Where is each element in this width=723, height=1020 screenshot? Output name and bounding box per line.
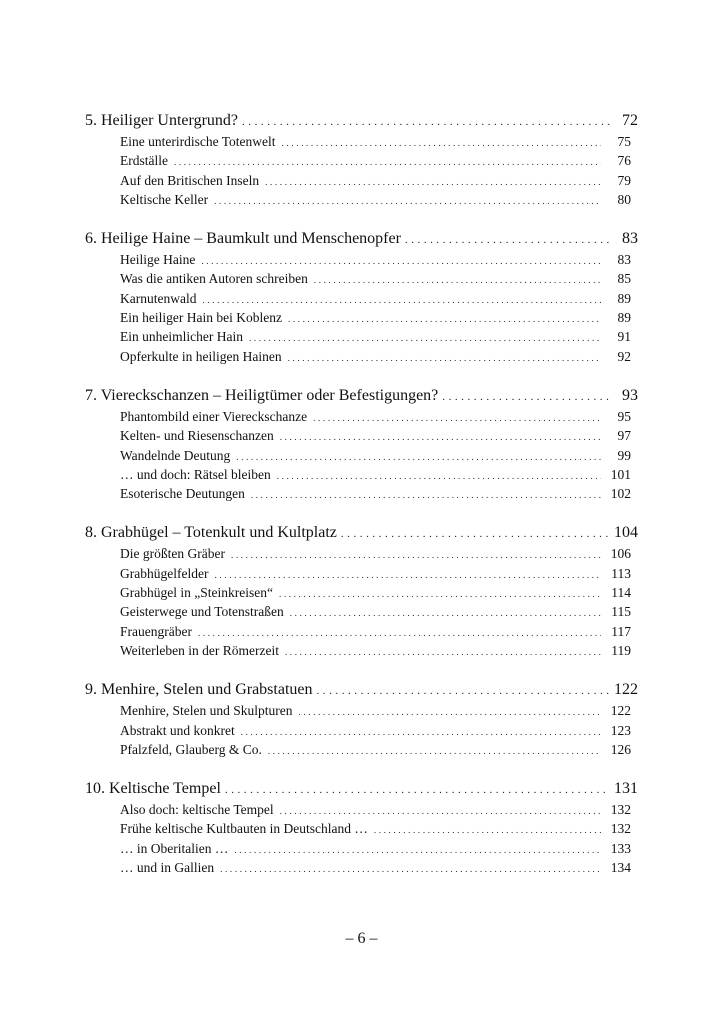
dot-leader [280, 426, 601, 447]
dot-leader [280, 800, 601, 821]
toc-section-entry-title: Die größten Gräber [120, 546, 225, 562]
dot-leader [317, 679, 611, 702]
toc-section-entry-title: … und in Gallien [120, 860, 215, 876]
toc-section-entry-page-number: 85 [617, 271, 631, 287]
toc-section-entry-page-number: 97 [617, 428, 631, 444]
toc-section-entry[interactable] [85, 151, 638, 170]
toc-section-entry-page-number: 102 [610, 486, 631, 502]
toc-section-entry-page-number: 115 [611, 604, 631, 620]
dot-leader [236, 446, 601, 467]
dot-leader [282, 132, 601, 153]
toc-section-entry[interactable] [85, 484, 638, 503]
toc-section-entry[interactable] [85, 327, 638, 346]
dot-leader [202, 289, 601, 310]
toc-section-entry-title: Abstrakt und konkret [120, 722, 235, 738]
dot-leader [201, 250, 601, 271]
toc-section-entry[interactable] [85, 819, 638, 838]
toc-section-entry[interactable] [85, 407, 638, 426]
toc-section-entry-page-number: 91 [617, 329, 631, 345]
dot-leader [198, 622, 601, 643]
toc-section-entry[interactable] [85, 564, 638, 583]
dot-leader [268, 740, 601, 761]
toc-chapter-entry-title: 9. Menhire, Stelen und Grabstatuen [85, 681, 313, 699]
toc-section-entry-title: Ein heiliger Hain bei Koblenz [120, 310, 282, 326]
dot-leader [279, 583, 601, 604]
toc-section-entry[interactable] [85, 446, 638, 465]
dot-leader [374, 819, 601, 840]
toc-chapter-entry-title: 7. Viereckschanzen – Heiligtümer oder Befestigungen? [85, 386, 439, 404]
toc-section-entry[interactable] [85, 289, 638, 308]
toc-section-entry-title: Pfalzfeld, Glauberg & Co. [120, 741, 262, 757]
toc-section-entry[interactable] [85, 171, 638, 190]
toc-section-entry-page-number: 123 [610, 722, 631, 738]
toc-chapter-entry[interactable] [85, 385, 638, 407]
toc-section-entry-page-number: 132 [610, 821, 631, 837]
toc-section-entry[interactable] [85, 347, 638, 366]
toc-section-entry-title: Heilige Haine [120, 252, 196, 268]
dot-leader [242, 110, 612, 133]
toc-section-entry-title: Frauengräber [120, 623, 192, 639]
dot-leader [290, 602, 601, 623]
toc-section-entry-title: Grabhügel in „Steinkreisen“ [120, 585, 273, 601]
toc-section-entry[interactable] [85, 800, 638, 819]
toc-section-entry-page-number: 114 [611, 585, 631, 601]
toc-section-entry[interactable] [85, 858, 638, 877]
toc-section-entry-title: Wandelnde Deutung [120, 447, 231, 463]
toc-section-entry-page-number: 83 [617, 252, 631, 268]
toc-section-entry-page-number: 119 [611, 642, 631, 658]
toc-chapter-entry-title: 5. Heiliger Untergrund? [85, 112, 238, 129]
toc-section-entry[interactable] [85, 602, 638, 621]
toc-chapter-entry-page-number: 72 [622, 112, 638, 129]
toc-section-entry-title: Kelten- und Riesenschanzen [120, 428, 274, 444]
toc-chapter-entry[interactable] [85, 522, 638, 544]
dot-leader [405, 228, 612, 251]
toc-section-entry[interactable] [85, 426, 638, 445]
toc-chapter-entry-title: 8. Grabhügel – Totenkult und Kultplatz [85, 524, 337, 542]
toc-chapter-entry-title: 6. Heilige Haine – Baumkult und Menschenopfer [85, 230, 401, 248]
toc-section-entry-page-number: 117 [611, 623, 631, 639]
toc-section-entry-title: … und doch: Rätsel bleiben [120, 466, 271, 482]
toc-section-entry[interactable] [85, 839, 638, 858]
toc-section-entry-title: Grabhügelfelder [120, 565, 209, 581]
toc-section-entry-title: Eine unterirdische Totenwelt [120, 134, 276, 149]
dot-leader [214, 564, 601, 585]
toc-section-entry-title: Was die antiken Autoren schreiben [120, 271, 308, 287]
toc-section-entry-title: Frühe keltische Kultbauten in Deutschland … [120, 821, 368, 837]
toc-section-entry-page-number: 80 [617, 191, 631, 207]
dot-leader [225, 778, 610, 801]
toc-section-entry-page-number: 106 [610, 546, 631, 562]
toc-chapter-entry-page-number: 104 [614, 524, 638, 542]
dot-leader [234, 839, 601, 860]
dot-leader [174, 151, 601, 172]
toc-section-entry-page-number: 89 [617, 290, 631, 306]
toc-section-entry-page-number: 134 [610, 860, 631, 876]
toc-section-entry-title: Weiterleben in der Römerzeit [120, 642, 279, 658]
dot-leader [298, 701, 601, 722]
toc-section-entry-page-number: 113 [611, 565, 631, 581]
toc-section-entry-title: Opferkulte in heiligen Hainen [120, 348, 282, 364]
toc-chapter [85, 778, 638, 877]
dot-leader [314, 269, 601, 290]
toc-section-entry-page-number: 76 [617, 153, 631, 169]
toc-section-entry-page-number: 75 [617, 134, 631, 149]
toc-section-entry-page-number: 133 [610, 840, 631, 856]
toc-section-entry-page-number: 95 [617, 408, 631, 424]
toc-section-entry-page-number: 132 [610, 802, 631, 818]
toc-section-entry-page-number: 122 [610, 703, 631, 719]
toc-section-entry[interactable] [85, 721, 638, 740]
toc-chapter-entry[interactable] [85, 679, 638, 701]
toc-section-entry-title: … in Oberitalien … [120, 840, 229, 856]
toc-section-entry[interactable] [85, 622, 638, 641]
dot-leader [220, 858, 601, 879]
toc-chapter-entry-page-number: 131 [614, 780, 638, 798]
toc-section-entry-page-number: 126 [610, 741, 631, 757]
toc-section-entry-title: Phantombild einer Viereckschanze [120, 408, 308, 424]
dot-leader [251, 484, 601, 505]
toc-section-entry[interactable] [85, 465, 638, 484]
toc-chapter [85, 228, 638, 366]
toc-section-entry-title: Menhire, Stelen und Skulpturen [120, 703, 293, 719]
toc-chapter [85, 110, 638, 209]
toc-section-entry-title: Karnutenwald [120, 290, 197, 306]
dot-leader [288, 347, 601, 368]
toc-section-entry[interactable] [85, 190, 638, 209]
dot-leader [442, 385, 612, 408]
dot-leader [288, 308, 601, 329]
toc-chapter-entry-page-number: 93 [622, 386, 638, 404]
toc-chapter [85, 385, 638, 503]
toc-chapter-entry[interactable] [85, 228, 638, 250]
toc-section-entry-title: Geisterwege und Totenstraßen [120, 604, 284, 620]
toc-section-entry-title: Ein unheimlicher Hain [120, 329, 243, 345]
dot-leader [241, 721, 601, 742]
dot-leader [265, 171, 601, 192]
dot-leader [341, 522, 610, 545]
toc-section-entry[interactable] [85, 641, 638, 660]
toc-section-entry-page-number: 101 [610, 466, 631, 482]
toc-section-entry-title: Esoterische Deutungen [120, 486, 245, 502]
toc-chapter-entry[interactable] [85, 778, 638, 800]
toc-section-entry[interactable] [85, 250, 638, 269]
toc-section-entry[interactable] [85, 308, 638, 327]
toc-chapter-entry[interactable] [85, 110, 638, 132]
toc-section-entry-page-number: 79 [617, 172, 631, 188]
toc-section-entry[interactable] [85, 583, 638, 602]
dot-leader [277, 465, 601, 486]
toc-chapter-entry-title: 10. Keltische Tempel [85, 780, 221, 798]
toc-section-entry[interactable] [85, 269, 638, 288]
toc-section-entry-title: Keltische Keller [120, 191, 209, 207]
table-of-contents [85, 110, 638, 896]
toc-section-entry[interactable] [85, 740, 638, 759]
toc-section-entry-page-number: 89 [617, 310, 631, 326]
dot-leader [249, 327, 601, 348]
toc-section-entry-page-number: 92 [617, 348, 631, 364]
toc-section-entry-title: Also doch: keltische Tempel [120, 802, 274, 818]
dot-leader [231, 544, 601, 565]
dot-leader [285, 641, 601, 662]
page-number: – 6 – [345, 930, 378, 947]
toc-chapter-entry-page-number: 83 [622, 230, 638, 248]
toc-section-entry-title: Erdställe [120, 153, 168, 169]
toc-section-entry-page-number: 99 [617, 447, 631, 463]
toc-section-entry[interactable] [85, 701, 638, 720]
toc-chapter [85, 522, 638, 660]
toc-chapter-entry-page-number: 122 [614, 681, 638, 699]
toc-section-entry[interactable] [85, 544, 638, 563]
dot-leader [313, 407, 601, 428]
toc-section-entry-title: Auf den Britischen Inseln [120, 172, 260, 188]
dot-leader [214, 190, 601, 211]
toc-section-entry[interactable] [85, 132, 638, 151]
toc-chapter [85, 679, 638, 759]
